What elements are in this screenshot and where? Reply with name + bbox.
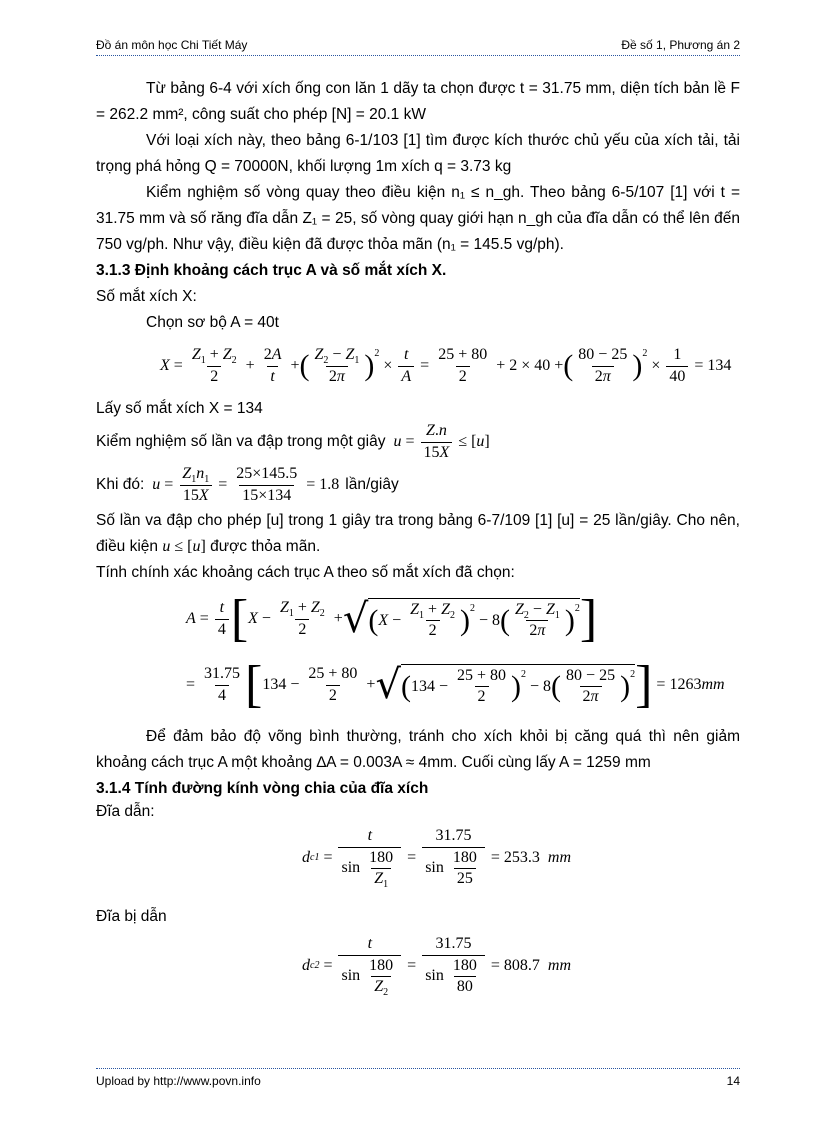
allowed-impacts-conclusion: được thỏa mãn.: [210, 538, 321, 555]
header-title: Đồ án môn học Chi Tiết Máy: [96, 38, 248, 52]
header-variant: Đề số 1, Phương án 2: [621, 38, 740, 52]
label-driven-sprocket: Đĩa bị dẫn: [96, 908, 167, 925]
allowed-impacts-text: Số lần va đập cho phép [u] trong 1 giây tra trong bảng 6-7/109 [1] [u] = 25 lần/giây. Cho nên, điều kiện: [96, 512, 740, 555]
center-distance-result: 1263: [669, 676, 702, 693]
label-chosen-link-count: Lấy số mắt xích X = 134: [96, 400, 263, 417]
header-divider: [96, 55, 740, 56]
paragraph-speed-check: Kiểm nghiệm số vòng quay theo điều kiện n₁ ≤ n_gh. Theo bảng 6-5/107 [1] với t = 31.75 mm và số răng đĩa dẫn Z₁ = 25, số vòng quay giới hạn n_gh của đĩa dẫn có thể lên đến 750 vg/ph. Như vậy, điều kiện đã được thỏa mãn (n₁ = 145.5 vg/ph).: [96, 184, 740, 253]
link-count-result: 134: [707, 357, 732, 374]
paragraph-chain-selection: Từ bảng 6-4 với xích ống con lăn 1 dãy ta chọn được t = 31.75 mm, diện tích bản lề F = 262.2 mm², công suất cho phép [N] = 20.1 kW: [96, 80, 740, 123]
paragraph-chain-dimensions: Với loại xích này, theo bảng 6-1/103 [1] tìm được kích thước chủ yếu của xích tải, tải trọng phá hỏng Q = 70000N, khối lượng 1m xích q = 3.73 kg: [96, 132, 740, 175]
section-heading-3-1-4: 3.1.4 Tính đường kính vòng chia của đĩa xích: [96, 780, 429, 797]
paragraph-sag-adjustment: Để đảm bảo độ võng bình thường, tránh cho xích khỏi bị căng quá thì nên giảm khoảng cách trục A một khoảng ∆A = 0.003A ≈ 4mm. Cuối cùng lấy A = 1259 mm: [96, 728, 740, 771]
label-preliminary-a: Chọn sơ bộ A = 40t: [146, 314, 279, 331]
impact-check-line: Kiểm nghiệm số lần va đập trong một giây u = $\frac{Z.n}{15X}$ ≤ [ u ]: [96, 422, 490, 461]
driven-diameter-unit: mm: [547, 957, 571, 974]
driving-diameter-result: 253.3: [503, 849, 540, 866]
paragraph-allowed-impacts: Số lần va đập cho phép [u] trong 1 giây tra trong bảng 6-7/109 [1] [u] = 25 lần/giây. Cho nên, điều kiện u ≤ [u] được thỏa mãn.: [96, 512, 740, 555]
equation-center-distance-value: = $\frac{31.75}{4}$ [ 134 − $\frac{25 + 80}{2}$ + √ ( 134 − $\frac{25 + 80}{2}$ ) $^2$ − 8 ( $\frac{80 - 25}{2\pi}$ ) $^2$ ] = 1263 mm: [186, 656, 725, 713]
driven-diameter-result: 808.7: [503, 957, 540, 974]
page-header: [96, 38, 740, 56]
center-distance-unit: mm: [701, 676, 725, 693]
equation-driving-pitch-diameter: d c1 = t sin $\frac{180}{Z_1}$ = 31.75 sin $\frac{180}{25}$ = 253.3 mm: [302, 827, 571, 891]
equation-link-count: X = $\frac{Z_1 + Z_2}{2}$ + $\frac{2A}{t}$ + ( $\frac{Z_2 - Z_1}{2\pi}$ ) $^2$ × $\frac{t}{A}$ = $\frac{25 + 80}{2}$ + 2 × 40 + ( $\frac{80 - 25}{2\pi}$ ) $^2$ × $\frac{1}{40}$ = 134: [160, 346, 732, 385]
footer-source: Upload by http://www.povn.info: [96, 1074, 261, 1088]
equation-driven-pitch-diameter: d c2 = t sin $\frac{180}{Z_2}$ = 31.75 sin $\frac{180}{80}$ = 808.7 mm: [302, 935, 571, 999]
page-footer: [96, 1074, 740, 1088]
impact-result: 1.8: [319, 476, 340, 493]
label-exact-center-distance: Tính chính xác khoảng cách trục A theo số mắt xích đã chọn:: [96, 564, 515, 581]
label-times-per-second: lần/giây: [345, 476, 399, 493]
page-number: 14: [726, 1074, 740, 1088]
page-content: [96, 76, 740, 1002]
equation-center-distance-formula: A = $\frac{t}{4}$ [ X − $\frac{Z_1 + Z_2}{2}$ + √ ( X − $\frac{Z_1 + Z_2}{2}$ ) $^2$ − 8 ( $\frac{Z_2 - Z_1}{2\pi}$ ) $^2$ ]: [186, 590, 598, 647]
impact-value-line: Khi đó: u = $\frac{Z_1n_1}{15X}$ = $\frac{25\times 145.5}{15\times 134}$ = 1.8 lần/giây: [96, 465, 399, 504]
label-impact-check: Kiểm nghiệm số lần va đập trong một giây: [96, 433, 386, 450]
label-then: Khi đó:: [96, 476, 145, 493]
section-heading-3-1-3: 3.1.3 Định khoảng cách trục A và số mắt xích X.: [96, 262, 447, 279]
label-driving-sprocket: Đĩa dẫn:: [96, 803, 155, 820]
footer-divider: [96, 1068, 740, 1069]
label-link-count: Số mắt xích X:: [96, 288, 197, 305]
driving-diameter-unit: mm: [547, 849, 571, 866]
